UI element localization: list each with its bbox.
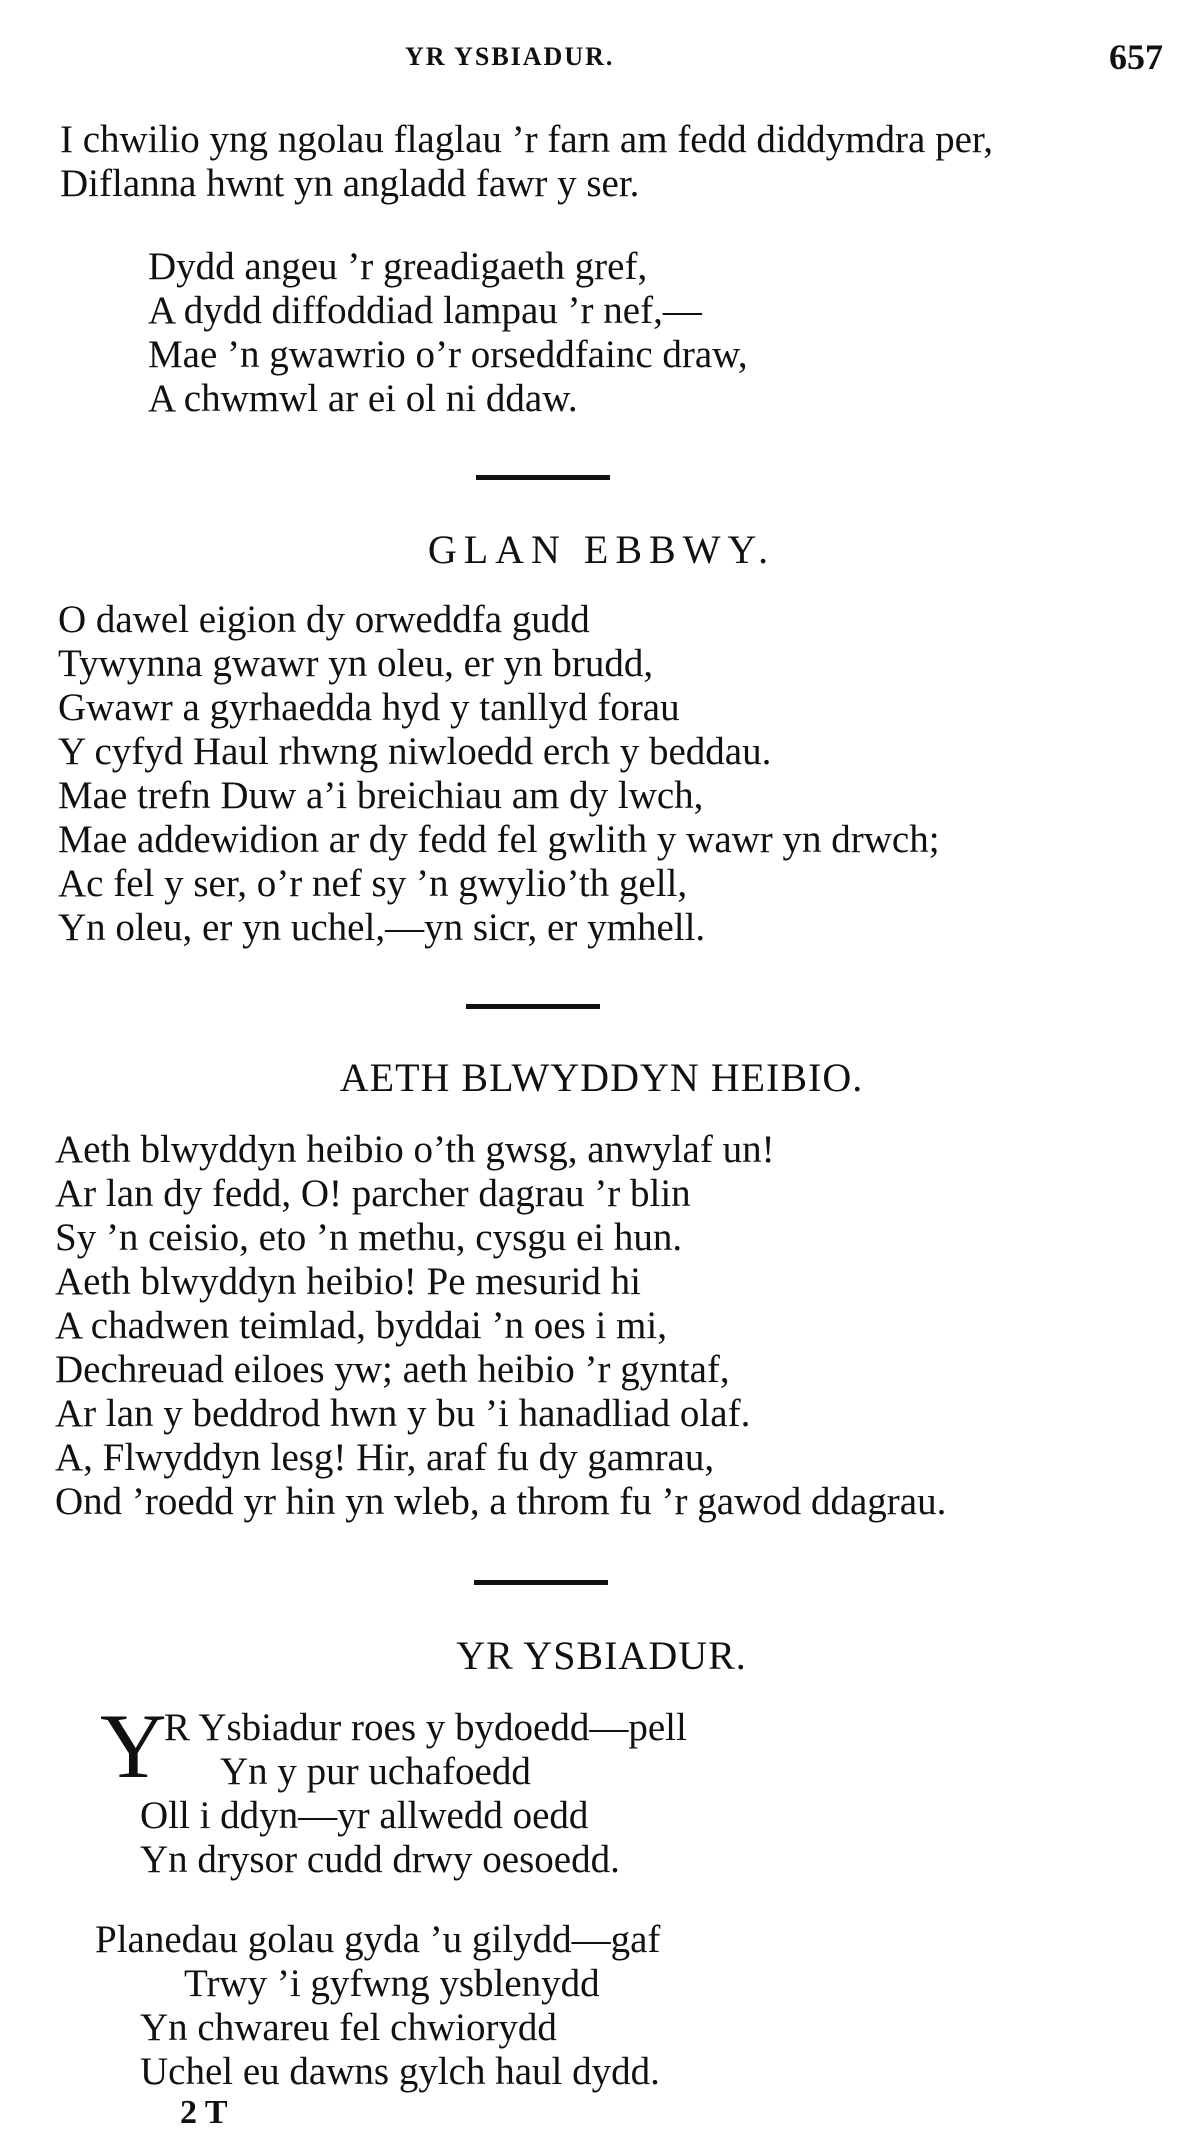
poem-line: O dawel eigion dy orweddfa gudd (58, 598, 590, 641)
page-number: 657 (1109, 37, 1163, 77)
poem-line: Aeth blwyddyn heibio! Pe mesurid hi (55, 1260, 642, 1303)
stanza-line: A dydd diffoddiad lampau ’r nef,— (148, 289, 702, 332)
poem-line: Ar lan dy fedd, O! parcher dagrau ’r blin (55, 1172, 691, 1215)
poem-line: Y cyfyd Haul rhwng niwloedd erch y beddau. (58, 730, 772, 773)
stanza-line: Yn drysor cudd drwy oesoedd. (140, 1838, 620, 1881)
poem-line: Yn oleu, er yn uchel,—yn sicr, er ymhell. (58, 906, 706, 949)
running-head-title: YR YSBIADUR. (405, 42, 615, 71)
section-divider (474, 1580, 608, 1585)
stanza-line: Dydd angeu ’r greadigaeth gref, (148, 245, 648, 288)
poem-title: GLAN EBBWY. (427, 527, 776, 572)
stanza-line: Planedau golau gyda ’u gilydd—gaf (95, 1918, 661, 1961)
poem-line: Dechreuad eiloes yw; aeth heibio ’r gyntaf, (55, 1348, 730, 1391)
poem-line: Ond ’roedd yr hin yn wleb, a throm fu ’r gawod ddagrau. (55, 1480, 947, 1523)
stanza-line: Oll i ddyn—yr allwedd oedd (140, 1794, 589, 1837)
stanza-line: Mae ’n gwawrio o’r orseddfainc draw, (148, 333, 748, 376)
poem-line: Aeth blwyddyn heibio o’th gwsg, anwylaf un! (55, 1128, 775, 1171)
signature-mark: 2 T (180, 2094, 228, 2131)
poem-line: Sy ’n ceisio, eto ’n methu, cysgu ei hun. (55, 1216, 683, 1259)
stanza-line: Yn chwareu fel chwiorydd (140, 2006, 557, 2049)
drop-cap: Y (100, 1695, 167, 1797)
poem-line: Mae trefn Duw a’i breichiau am dy lwch, (58, 774, 704, 817)
poem-line: Diflanna hwnt yn angladd fawr y ser. (60, 162, 640, 205)
poem-line: Ac fel y ser, o’r nef sy ’n gwylio’th gell, (58, 862, 688, 905)
poem-line: A chadwen teimlad, byddai ’n oes i mi, (55, 1304, 667, 1347)
stanza-line: Trwy ’i gyfwng ysblenydd (184, 1962, 600, 2005)
poem-line: A, Flwyddyn lesg! Hir, araf fu dy gamrau, (55, 1436, 715, 1479)
stanza-line: Yn y pur uchafoedd (220, 1750, 531, 1793)
stanza-line: R Ysbiadur roes y bydoedd—pell (164, 1706, 687, 1749)
poem-line: Ar lan y beddrod hwn y bu ’i hanadliad olaf. (55, 1392, 751, 1435)
stanza-line: A chwmwl ar ei ol ni ddaw. (148, 377, 578, 420)
running-head (0, 36, 1203, 76)
stanza-line: Uchel eu dawns gylch haul dydd. (140, 2050, 660, 2093)
poem-title: YR YSBIADUR. (456, 1633, 747, 1678)
poem-title: AETH BLWYDDYN HEIBIO. (339, 1055, 864, 1100)
section-divider (466, 1004, 600, 1009)
poem-line: I chwilio yng ngolau flaglau ’r farn am fedd diddymdra per, (60, 118, 994, 161)
poem-line: Mae addewidion ar dy fedd fel gwlith y wawr yn drwch; (58, 818, 940, 861)
poem-line: Tywynna gwawr yn oleu, er yn brudd, (58, 642, 654, 685)
poem-line: Gwawr a gyrhaedda hyd y tanllyd forau (58, 686, 680, 729)
section-divider (476, 475, 610, 480)
